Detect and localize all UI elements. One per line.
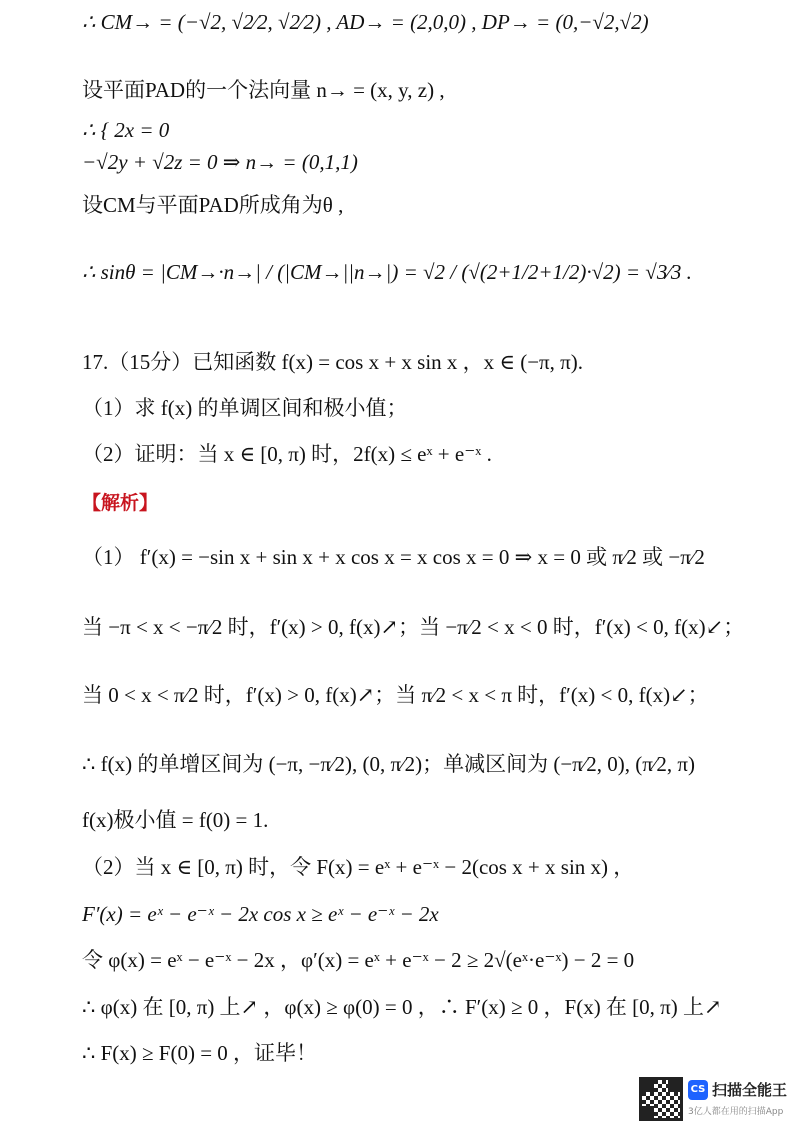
line-phi: 令 φ(x) = eˣ − e⁻ˣ − 2x ，φ′(x) = eˣ + e⁻ˣ − 2 ≥ 2√(eˣ·e⁻ˣ) − 2 = 0 [82,948,635,972]
qr-code-icon [639,1077,683,1121]
line-mono-2: 当 0 < x < π⁄2 时，f′(x) > 0, f(x)↗；当 π⁄2 < x < π 时，f′(x) < 0, f(x)↙； [82,683,709,707]
line-mono-1: 当 −π < x < −π⁄2 时，f′(x) > 0, f(x)↗；当 −π⁄2 < x < 0 时，f′(x) < 0, f(x)↙； [82,615,745,639]
line-q17-2: （2）证明：当 x ∈ [0, π) 时，2f(x) ≤ eˣ + e⁻ˣ . [82,442,492,466]
line-sol-2: （2）当 x ∈ [0, π) 时，令 F(x) = eˣ + e⁻ˣ − 2(cos x + x sin x) ， [82,855,635,879]
line-sol-1: （1） f′(x) = −sin x + sin x + x cos x = x cos x = 0 ⇒ x = 0 或 π⁄2 或 −π⁄2 [82,545,705,569]
app-tagline: 3亿人都在用的扫描App [688,1107,784,1117]
line-conclusion: ∴ F(x) ≥ F(0) = 0 ，证毕！ [82,1041,318,1065]
line-normal-vector: 设平面PAD的一个法向量 n→ = (x, y, z) , [82,78,445,102]
solution-heading: 【解析】 [82,492,159,514]
line-phi-mono: ∴ φ(x) 在 [0, π) 上↗ ，φ(x) ≥ φ(0) = 0 ，∴ F′(x) ≥ 0 ，F(x) 在 [0, π) 上↗ [82,995,722,1019]
line-system-1: ∴ { 2x = 0 [82,118,170,142]
line-intervals: ∴ f(x) 的单增区间为 (−π, −π⁄2), (0, π⁄2)；单减区间为 (−π⁄2, 0), (π⁄2, π) [82,752,695,776]
line-sin-theta: ∴ sinθ = |CM→·n→| / (|CM→||n→|) = √2 / (√(2+1/2+1/2)·√2) = √3⁄3 . [82,260,692,284]
line-deriv-F: F′(x) = eˣ − e⁻ˣ − 2x cos x ≥ eˣ − e⁻ˣ − 2x [82,902,439,926]
line-min-value: f(x)极小值 = f(0) = 1. [82,808,269,832]
camscanner-logo-icon: CS [688,1080,708,1100]
line-cm-vectors: ∴ CM→ = (−√2, √2⁄2, √2⁄2) , AD→ = (2,0,0) , DP→ = (0,−√2,√2) [82,10,649,34]
line-system-2: −√2y + √2z = 0 ⇒ n→ = (0,1,1) [82,150,358,174]
app-name: 扫描全能王 [712,1081,788,1099]
line-q17: 17.（15分）已知函数 f(x) = cos x + x sin x ，x ∈ (−π, π). [82,350,583,374]
line-q17-1: （1）求 f(x) 的单调区间和极小值； [82,396,408,420]
line-angle-def: 设CM与平面PAD所成角为θ , [82,193,344,217]
